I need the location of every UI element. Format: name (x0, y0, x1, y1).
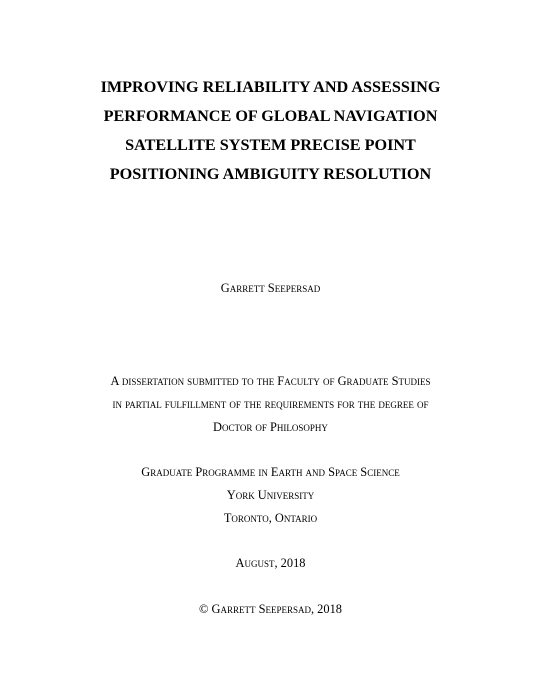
title-line-2: PERFORMANCE OF GLOBAL NAVIGATION (103, 107, 438, 125)
title-line-4: POSITIONING AMBIGUITY RESOLUTION (109, 165, 432, 183)
degree-name: Doctor of Philosophy (213, 420, 328, 434)
programme-name: Graduate Programme in Earth and Space Science (141, 465, 400, 479)
university-name: York University (226, 488, 315, 502)
dissertation-statement-line-2: in partial fulfillment of the requirements for the degree of (112, 397, 429, 411)
dissertation-title (0, 73, 541, 189)
submission-date: August, 2018 (235, 556, 306, 570)
copyright-notice: © Garrett Seepersad, 2018 (199, 602, 342, 616)
title-line-1: IMPROVING RELIABILITY AND ASSESSING (100, 78, 441, 96)
author-name: Garrett Seepersad (220, 281, 321, 295)
dissertation-statement-line-1: A dissertation submitted to the Faculty of Graduate Studies (110, 374, 431, 388)
university-location: Toronto, Ontario (223, 511, 318, 525)
title-line-3: SATELLITE SYSTEM PRECISE POINT (125, 136, 416, 154)
